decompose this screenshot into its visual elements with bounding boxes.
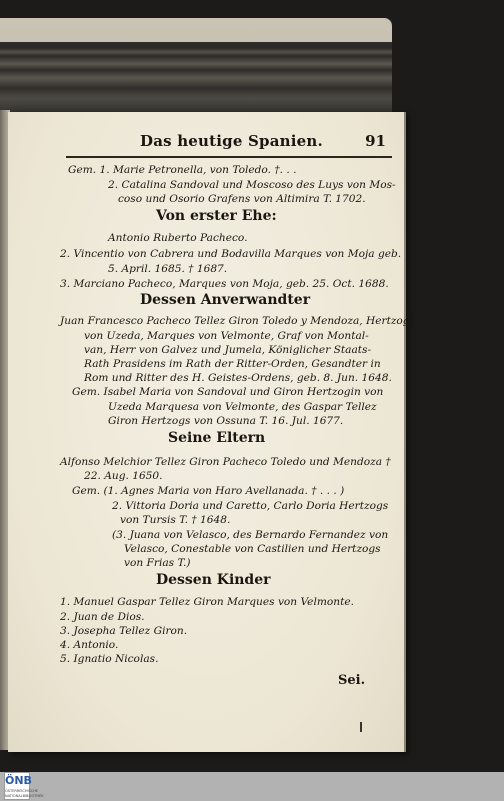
text-line: von Frias T.) bbox=[124, 557, 191, 569]
page-mark bbox=[360, 722, 362, 732]
text-line: Antonio Ruberto Pacheco. bbox=[108, 232, 248, 244]
page-number: 91 bbox=[365, 132, 386, 150]
page-header bbox=[68, 132, 388, 154]
text-line: Rom und Ritter des H. Geistes-Ordens, geb. 8. Jun. 1648. bbox=[84, 372, 392, 384]
text-line: 2. Vittoria Doria und Caretto, Carlo Doria Hertzogs bbox=[112, 500, 389, 512]
catchword: Sei. bbox=[338, 673, 366, 688]
library-logo-line1: ÖSTERREICHISCHE bbox=[5, 789, 39, 793]
running-title: Das heutige Spanien. bbox=[140, 132, 323, 150]
viewer-footer-band bbox=[0, 772, 504, 801]
library-logo-line2: NATIONALBIBLIOTHEK bbox=[5, 794, 44, 798]
text-line: coso und Osorio Grafens von Altimira T. 1702. bbox=[118, 193, 366, 205]
section-heading: Dessen Kinder bbox=[156, 572, 271, 588]
text-line: Rath Prasidens im Rath der Ritter-Orden, Gesandter in bbox=[84, 358, 381, 370]
text-line: (3. Juana von Velasco, des Bernardo Fernandez von bbox=[112, 529, 389, 541]
text-line: 5. April. 1685. † 1687. bbox=[108, 263, 228, 275]
text-line: von Uzeda, Marques von Velmonte, Graf von Montal- bbox=[84, 330, 369, 342]
text-line: Juan Francesco Pacheco Tellez Giron Toledo y Mendoza, Hertzog bbox=[60, 315, 410, 327]
library-logo-mark: ÖNB bbox=[5, 774, 32, 787]
text-line: 2. Catalina Sandoval und Moscoso des Luys von Mos- bbox=[108, 179, 396, 191]
text-line: Giron Hertzogs von Ossuna T. 16. Jul. 1677. bbox=[108, 415, 344, 427]
text-line: van, Herr von Galvez und Jumela, Königlicher Staats- bbox=[84, 344, 372, 356]
section-heading: Von erster Ehe: bbox=[156, 208, 277, 224]
text-line: 22. Aug. 1650. bbox=[84, 470, 163, 482]
book-page bbox=[8, 112, 410, 752]
text-line: 2. Juan de Dios. bbox=[60, 611, 145, 623]
section-heading: Dessen Anverwandter bbox=[140, 292, 311, 308]
text-line: Alfonso Melchior Tellez Giron Pacheco Toledo und Mendoza † bbox=[60, 456, 391, 468]
text-line: Gem. (1. Agnes Maria von Haro Avellanada. † . . . ) bbox=[72, 485, 345, 497]
text-line: von Tursis T. † 1648. bbox=[120, 514, 231, 526]
book-top-edge bbox=[0, 18, 392, 42]
library-logo[interactable] bbox=[4, 772, 44, 800]
section-heading: Seine Eltern bbox=[168, 430, 266, 446]
text-line: 2. Vincentio von Cabrera und Bodavilla Marques von Moja geb. bbox=[60, 248, 402, 260]
text-line: Velasco, Conestable von Castilien und Hertzogs bbox=[124, 543, 381, 555]
text-line: Gem. Isabel Maria von Sandoval und Giron Hertzogin von bbox=[72, 386, 384, 398]
text-line: Gem. 1. Marie Petronella, von Toledo. †. . . bbox=[68, 164, 297, 176]
text-line: Uzeda Marquesa von Velmonte, des Gaspar Tellez bbox=[108, 401, 377, 413]
text-line: 3. Josepha Tellez Giron. bbox=[60, 625, 188, 637]
header-rule bbox=[66, 156, 392, 158]
text-line: 5. Ignatio Nicolas. bbox=[60, 653, 159, 665]
book-page-stack bbox=[0, 18, 392, 118]
text-line: 3. Marciano Pacheco, Marques von Moja, geb. 25. Oct. 1688. bbox=[60, 278, 389, 290]
text-line: 4. Antonio. bbox=[60, 639, 119, 651]
text-line: 1. Manuel Gaspar Tellez Giron Marques von Velmonte. bbox=[60, 596, 354, 608]
